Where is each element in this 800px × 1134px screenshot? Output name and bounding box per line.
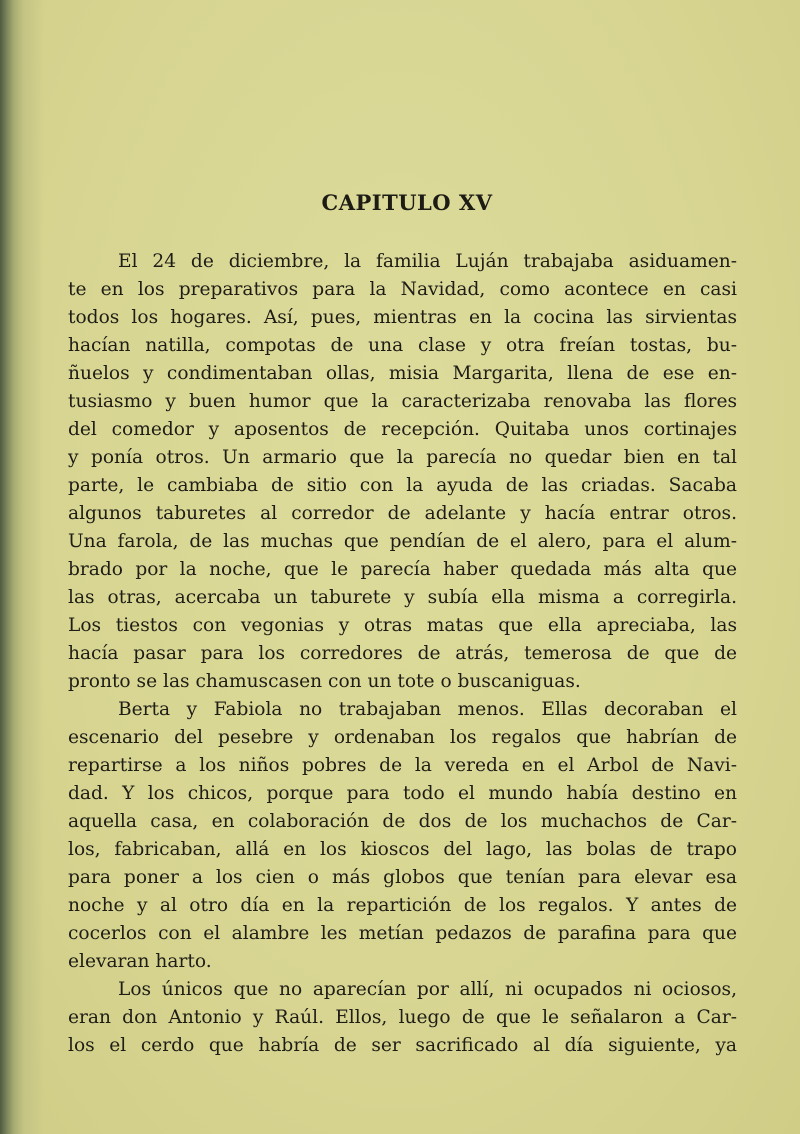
paragraph-2 <box>68 696 737 976</box>
text-line: brado por la noche, que le parecía haber quedada más alta que <box>68 559 737 580</box>
text-line: para poner a los cien o más globos que tenían para elevar esa <box>68 867 737 888</box>
text-line: y ponía otros. Un armario que la parecía no quedar bien en tal <box>68 447 737 468</box>
text-line: ñuelos y condimentaban ollas, misia Margarita, llena de ese en- <box>68 363 737 384</box>
text-line: algunos taburetes al corredor de adelante y hacía entrar otros. <box>68 503 737 524</box>
text-line: las otras, acercaba un taburete y subía ella misma a corregirla. <box>68 587 737 608</box>
text-line: aquella casa, en colaboración de dos de los muchachos de Car- <box>68 811 737 832</box>
text-line: repartirse a los niños pobres de la vereda en el Arbol de Navi- <box>68 755 737 776</box>
text-line: del comedor y aposentos de recepción. Quitaba unos cortinajes <box>68 419 737 440</box>
text-line: dad. Y los chicos, porque para todo el mundo había destino en <box>68 783 737 804</box>
text-line: hacía pasar para los corredores de atrás, temerosa de que de <box>68 643 737 664</box>
text-line: eran don Antonio y Raúl. Ellos, luego de que le señalaron a Car- <box>68 1007 737 1028</box>
text-line: pronto se las chamuscasen con un tote o buscaniguas. <box>68 671 581 692</box>
text-line: tusiasmo y buen humor que la caracterizaba renovaba las flores <box>68 391 737 412</box>
text-line: parte, le cambiaba de sitio con la ayuda de las criadas. Sacaba <box>68 475 737 496</box>
chapter-title: CAPITULO XV <box>321 190 493 215</box>
text-line: Berta y Fabiola no trabajaban menos. Ellas decoraban el <box>118 699 737 720</box>
text-line: hacían natilla, compotas de una clase y otra freían tostas, bu- <box>68 335 737 356</box>
paragraph-1 <box>68 248 737 696</box>
text-line: Los únicos que no aparecían por allí, ni ocupados ni ociosos, <box>118 979 737 1000</box>
text-line: los el cerdo que habría de ser sacrificado al día siguiente, ya <box>68 1035 737 1056</box>
text-line: Una farola, de las muchas que pendían de el alero, para el alum- <box>68 531 737 552</box>
text-line: noche y al otro día en la repartición de los regalos. Y antes de <box>68 895 737 916</box>
text-line: escenario del pesebre y ordenaban los regalos que habrían de <box>68 727 737 748</box>
text-line: Los tiestos con vegonias y otras matas que ella apreciaba, las <box>68 615 737 636</box>
text-line: El 24 de diciembre, la familia Luján trabajaba asiduamen- <box>118 251 737 272</box>
body-text <box>68 248 737 1060</box>
text-line: cocerlos con el alambre les metían pedazos de parafina para que <box>68 923 737 944</box>
text-line: te en los preparativos para la Navidad, como acontece en casi <box>68 279 737 300</box>
text-line: los, fabricaban, allá en los kioscos del lago, las bolas de trapo <box>68 839 737 860</box>
text-line: todos los hogares. Así, pues, mientras en la cocina las sirvientas <box>68 307 737 328</box>
paragraph-3 <box>68 976 737 1060</box>
text-line: elevaran harto. <box>68 951 212 972</box>
